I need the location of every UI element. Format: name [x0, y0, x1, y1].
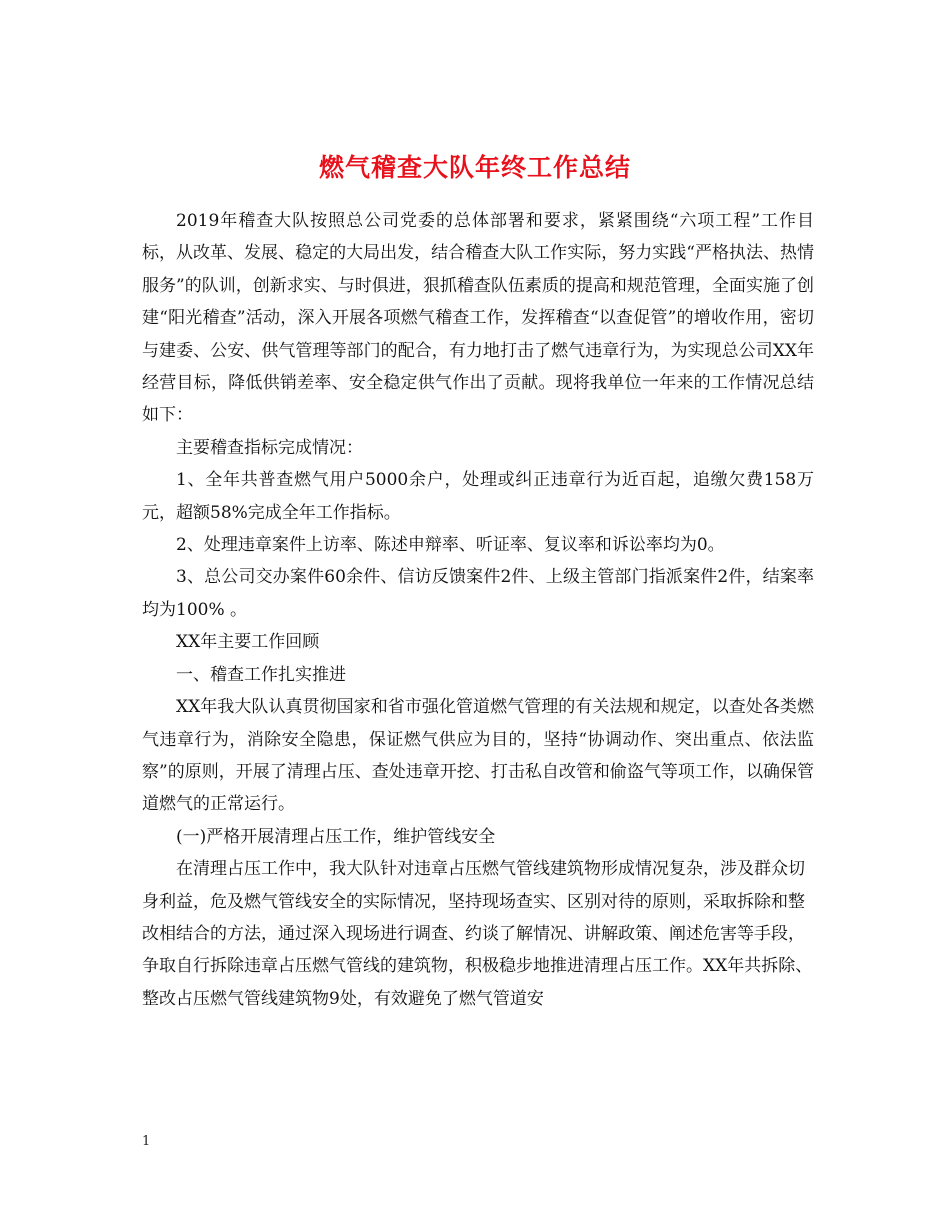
- page-number: 1: [142, 1134, 151, 1149]
- indicators-heading: 主要稽查指标完成情况：: [176, 437, 363, 458]
- document-title: 燃气稽查大队年终工作总结: [318, 152, 631, 182]
- section-heading-1: 一、稽查工作扎实推进: [176, 664, 346, 685]
- intro-paragraph: 2019年稽查大队按照总公司党委的总体部署和要求，紧紧围绕“六项工程”工作目标，从改革、发展、稳定的大局出发，结合稽查大队工作实际，努力实践“严格执法、热情服务”的队训，创新求实、与时俱进，狠抓稽查队伍素质的提高和规范管理，全面实施了创建“阳光稽查”活动，深入开展各项燃气稽查工作，发挥稽查“以查促管”的增收作用，密切与建委、公安、供气管理等部门的配合，有力地打击了燃气违章行为，为实现总公司XX年经营目标，降低供销差率、安全稳定供气作出了贡献。现将我单位一年来的工作情况总结如下：: [142, 211, 814, 426]
- indicator-item-1: 1、全年共普查燃气用户5000余户，处理或纠正违章行为近百起，追缴欠费158万元，超额58%完成全年工作指标。: [142, 470, 814, 523]
- section-1-paragraph: XX年我大队认真贯彻国家和省市强化管道燃气管理的有关法规和规定，以查处各类燃气违章行为，消除安全隐患，保证燃气供应为目的，坚持“协调动作、突出重点、依法监察”的原则，开展了清理占压、查处违章开挖、打击私自改管和偷盗气等项工作，以确保管道燃气的正常运行。: [142, 697, 814, 815]
- review-heading: XX年主要工作回顾: [176, 632, 320, 653]
- subsection-heading-1: (一)严格开展清理占压工作，维护管线安全: [176, 826, 496, 847]
- subsection-1-paragraph: 在清理占压工作中，我大队针对违章占压燃气管线建筑物形成情况复杂，涉及群众切身利益，危及燃气管线安全的实际情况，坚持现场查实、区别对待的原则，采取拆除和整改相结合的方法，通过深入现场进行调查、约谈了解情况、讲解政策、阐述危害等手段，争取自行拆除违章占压燃气管线的建筑物，积极稳步地推进清理占压工作。XX年共拆除、整改占压燃气管线建筑物9处，有效避免了燃气管道安: [142, 859, 813, 1009]
- document-body: [142, 205, 814, 1015]
- indicator-item-2: 2、处理违章案件上访率、陈述申辩率、听证率、复议率和诉讼率均为0。: [176, 535, 725, 556]
- indicator-item-3: 3、总公司交办案件60余件、信访反馈案件2件、上级主管部门指派案件2件，结案率均为100% 。: [142, 567, 814, 620]
